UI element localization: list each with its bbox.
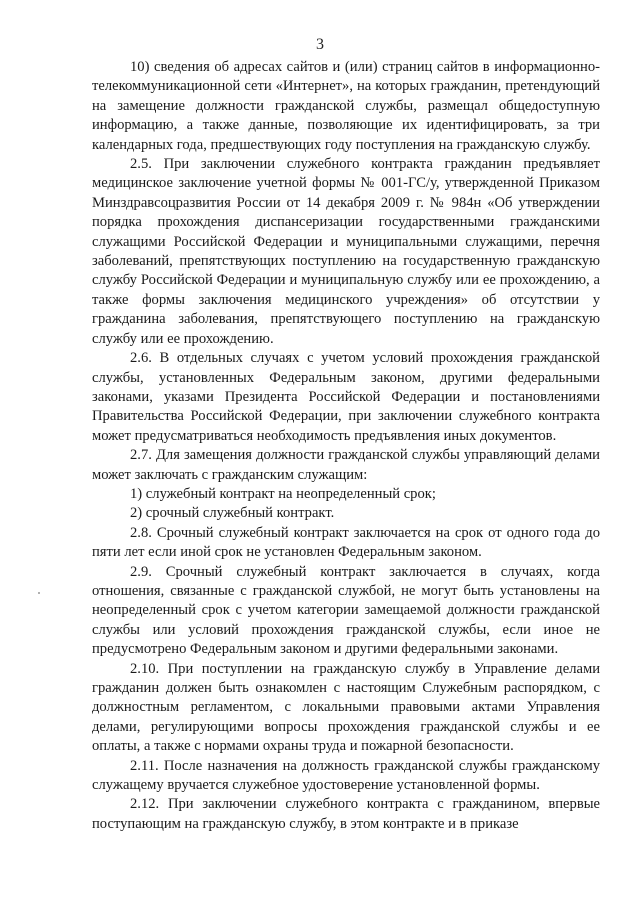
list-item-2-7-1: 1) служебный контракт на неопределенный срок; xyxy=(130,485,436,502)
paragraph-2-11: 2.11. После назначения на должность гражданской службы гражданскому служащему вручается служебное удостоверение установленной формы. xyxy=(92,757,600,794)
paragraph-2-7: 2.7. Для замещения должности гражданской службы управляющий делами может заключать с гражданским служащим: xyxy=(92,447,600,483)
paragraph-2-5: 2.5. При заключении служебного контракта гражданин предъявляет медицинское заключение учетной формы № 001-ГС/у, утвержденной Приказом Минздравсоцразвития России от 14 декабря 2009 г. № 984н «Об утверждении порядка прохождения диспансеризации государственными гражданскими служащими Российской Федерации и муниципальными служащими, перечня заболеваний, препятствующих поступлению на государственную гражданскую службу Российской Федерации и муниципальную службу или ее прохождению, а также формы заключения медицинского учреждения» об отсутствии у гражданина заболевания, препятствующего поступлению на гражданскую службу или ее прохождению. xyxy=(92,156,600,347)
paragraph-2-9: 2.9. Срочный служебный контракт заключается в случаях, когда отношения, связанные с гражданской службой, не могут быть установлены на неопределенный срок с учетом категории замещаемой должности гражданской службы или условий прохождения гражданской службы, если иное не предусмотрено Федеральным законом и другими федеральными законами. xyxy=(92,563,600,658)
document-body xyxy=(92,58,600,834)
paragraph-2-12: 2.12. При заключении служебного контракта с гражданином, впервые поступающим на гражданскую службу, в этом контракте и в приказе xyxy=(92,796,600,832)
page-number: 3 xyxy=(316,36,324,53)
paragraph-item-10: 10) сведения об адресах сайтов и (или) страниц сайтов в информационно-телекоммуникационной сети «Интернет», на которых гражданин, претендующий на замещение должности гражданской службы, размещал общедоступную информацию, а также данные, позволяющие их идентифицировать, за три календарных года, предшествующих году поступления на гражданскую службу. xyxy=(92,59,600,153)
scan-speck xyxy=(38,592,40,594)
paragraph-2-6: 2.6. В отдельных случаях с учетом условий прохождения гражданской службы, установленных Федеральным законом, другими федеральными законами, указами Президента Российской Федерации и постановлениями Правительства Российской Федерации, при заключении служебного контракта может предусматриваться необходимость предъявления иных документов. xyxy=(92,350,600,444)
paragraph-2-10: 2.10. При поступлении на гражданскую службу в Управление делами гражданин должен быть ознакомлен с настоящим Служебным распорядком, с должностным регламентом, с локальными правовыми актами Управления делами, регулирующими вопросы прохождения гражданской службы и ее оплаты, а также с нормами охраны труда и пожарной безопасности. xyxy=(92,660,600,755)
paragraph-2-8: 2.8. Срочный служебный контракт заключается на срок от одного года до пяти лет если иной срок не установлен Федеральным законом. xyxy=(92,524,600,561)
list-item-2-7-2: 2) срочный служебный контракт. xyxy=(130,505,335,522)
